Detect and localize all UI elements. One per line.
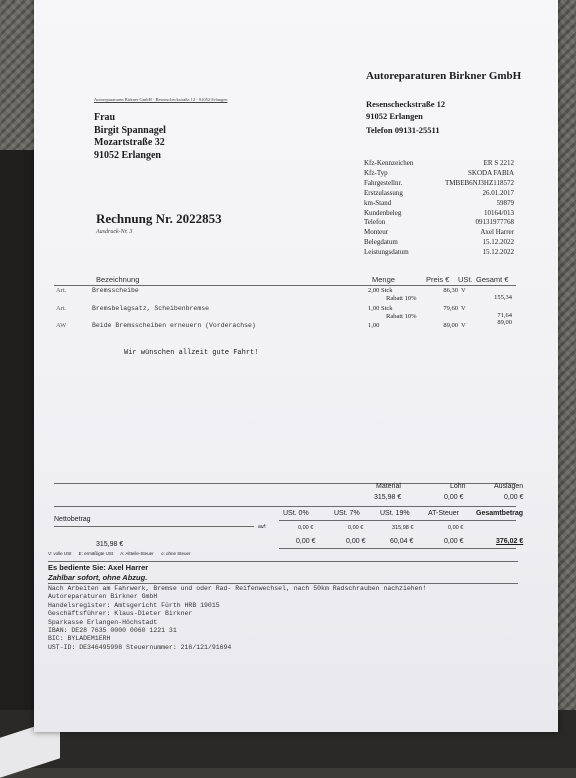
- item-total-after-discount: 155,34: [494, 294, 512, 301]
- tax-header-19: USt. 19%: [380, 510, 410, 517]
- header-rule: [54, 285, 516, 286]
- item-description: Bremsscheibe: [92, 287, 139, 294]
- vehicle-row: [364, 159, 514, 169]
- recipient-salutation: Frau: [94, 112, 116, 123]
- tax-base-19: 315,98 €: [392, 525, 414, 531]
- footer-rule: [48, 561, 518, 562]
- col-header-price: Preis €: [426, 275, 450, 284]
- vehicle-label: Fahrgestellnr.: [364, 178, 403, 187]
- tax-amount-19: 60,04 €: [390, 538, 414, 545]
- item-quantity: 1,00: [368, 322, 380, 329]
- vehicle-label: Leistungsdatum: [364, 248, 409, 257]
- company-name: Autoreparaturen Birkner GmbH: [366, 70, 522, 82]
- expenses-value: 0,00 €: [504, 494, 524, 501]
- company-address: [366, 98, 445, 136]
- printout-number: Ausdruck-Nr. 3: [96, 229, 133, 235]
- item-type: AW: [56, 322, 67, 329]
- vehicle-row: [364, 199, 514, 209]
- company-city: 91052 Erlangen: [366, 111, 423, 121]
- footer-line: Handelsregister: Amtsgericht Fürth HRB 19015: [48, 601, 220, 609]
- item-quantity: 2,00 Stck: [368, 287, 393, 294]
- vehicle-row: [364, 189, 514, 199]
- vehicle-label: Erstzulassung: [364, 188, 403, 197]
- legend-item: E: ermäßigte USt: [78, 551, 114, 556]
- item-description: Beide Bremsscheiben erneuern (Vorderachse): [92, 322, 256, 329]
- net-amount-rule: [54, 526, 254, 527]
- recipient-name: Birgit Spannagel: [94, 124, 166, 136]
- invoice-sheet: [34, 0, 558, 732]
- item-price: 86,30: [443, 287, 458, 294]
- item-tax-code: V: [461, 305, 466, 312]
- tax-amount-at: 0,00 €: [444, 538, 464, 545]
- tax-base-at: 0,00 €: [448, 525, 464, 531]
- item-total: 89,00: [497, 319, 512, 326]
- invoice-title: Rechnung Nr. 2022853: [96, 211, 222, 226]
- vehicle-label: Kfz-Typ: [364, 168, 388, 177]
- vehicle-label: km-Stand: [364, 198, 392, 207]
- col-header-description: Bezeichnung: [96, 275, 140, 284]
- tax-header-total: Gesamtbetrag: [476, 510, 524, 517]
- item-type: Art.: [56, 305, 67, 312]
- payment-terms: Zahlbar sofort, ohne Abzug.: [48, 573, 148, 582]
- vehicle-label: Belegdatum: [364, 238, 398, 247]
- tax-base-label: auf:: [258, 524, 267, 530]
- expenses-label: Auslagen: [494, 483, 524, 490]
- material-value: 315,98 €: [374, 494, 402, 501]
- footer-line: BIC: BYLADEM1ERH: [48, 635, 111, 643]
- tax-header-rule: [279, 520, 516, 521]
- footer-line: IBAN: DE28 7635 0000 0060 1221 31: [48, 627, 177, 635]
- item-discount: Rabatt 10%: [386, 295, 417, 302]
- vehicle-value: Axel Harrer: [480, 228, 514, 237]
- vehicle-value: 09131977768: [475, 218, 514, 227]
- item-price: 89,00: [443, 322, 458, 329]
- vehicle-value: TMBEB6NJ3HZ118572: [445, 178, 514, 187]
- material-label: Material: [376, 483, 401, 490]
- tax-amount-0: 0,00 €: [296, 538, 316, 545]
- greeting-text: Wir wünschen allzeit gute Fahrt!: [124, 349, 259, 357]
- footer-line: UST-ID: DE346495998 Steuernummer: 216/121/91694: [48, 643, 232, 651]
- net-amount-label: Nettobetrag: [54, 516, 91, 523]
- vehicle-row: [364, 209, 514, 219]
- vehicle-value: 26.01.2017: [482, 188, 514, 197]
- footer-line: Geschäftsführer: Klaus-Dieter Birkner: [48, 610, 193, 618]
- recipient-address: [94, 112, 166, 162]
- vehicle-label: Telefon: [364, 218, 386, 227]
- recipient-city: 91052 Erlangen: [94, 149, 161, 161]
- vehicle-value: 15.12.2022: [482, 238, 514, 247]
- vehicle-value: 10164/013: [484, 208, 514, 217]
- vehicle-row: [364, 179, 514, 189]
- net-amount-value: 315,98 €: [96, 541, 124, 548]
- item-type: Art.: [56, 287, 67, 294]
- vehicle-label: Kundenbeleg: [364, 208, 402, 217]
- legend-item: o: ohne Steuer: [160, 551, 191, 556]
- tax-base-0: 0,00 €: [298, 525, 314, 531]
- tax-base-7: 0,00 €: [348, 525, 364, 531]
- line-item: [56, 319, 516, 342]
- col-header-quantity: Menge: [372, 275, 395, 284]
- tax-header-0: USt. 0%: [283, 510, 309, 517]
- footer-line: Sparkasse Erlangen-Höchstadt: [48, 618, 158, 626]
- vehicle-value: 15.12.2022: [482, 248, 514, 257]
- grand-total: 376,02 €: [496, 538, 524, 545]
- vehicle-row: [364, 218, 514, 228]
- vehicle-value: 59879: [496, 198, 514, 207]
- item-tax-code: V: [461, 287, 466, 294]
- item-total-after-discount: 71,64: [497, 312, 512, 319]
- tax-header-at: AT-Steuer: [428, 510, 459, 517]
- footer-notes: [48, 585, 426, 652]
- item-discount: Rabatt 10%: [386, 313, 417, 320]
- company-phone: Telefon 09131-25511: [366, 125, 440, 135]
- col-header-tax: USt.: [458, 275, 473, 284]
- vehicle-label: Monteur: [364, 228, 389, 237]
- vehicle-row: [364, 238, 514, 248]
- vehicle-row: [364, 228, 514, 238]
- vehicle-row: [364, 169, 514, 179]
- summary-rule-bottom: [54, 506, 516, 507]
- item-price: 79,60: [443, 305, 458, 312]
- sender-return-line: Autoreparaturen Birkner GmbH · Resenscheckstraße 12 · 91052 Erlangen: [94, 97, 228, 102]
- vehicle-value: ER S 2212: [483, 159, 514, 167]
- vehicle-info: [364, 159, 514, 258]
- tax-amount-7: 0,00 €: [346, 538, 366, 545]
- footer-line: Autoreparaturen Birkner GmbH: [48, 593, 158, 601]
- vehicle-label: Kfz-Kennzeichen: [364, 159, 414, 167]
- company-street: Resenscheckstraße 12: [366, 99, 446, 109]
- vehicle-value: SKODA FABIA: [468, 168, 514, 177]
- labor-label: Lohn: [450, 483, 466, 490]
- served-by: Es bediente Sie: Axel Harrer: [48, 563, 149, 572]
- tax-bottom-rule: [279, 548, 516, 549]
- vehicle-row: [364, 248, 514, 258]
- tax-code-legend: [48, 551, 196, 556]
- tax-header-7: USt. 7%: [334, 510, 360, 517]
- legend-item: V: volle USt: [48, 551, 72, 556]
- item-description: Bremsbelagsatz, Scheibenbremse: [92, 305, 210, 312]
- recipient-street: Mozartstraße 32: [94, 137, 165, 148]
- line-item: [56, 287, 516, 307]
- labor-value: 0,00 €: [444, 494, 464, 501]
- summary-rule-top: [54, 483, 516, 484]
- footer-line: Nach Arbeiten am Fahrwerk, Bremse und oder Rad- Reifenwechsel, nach 50km Radschrauben nachziehen!: [48, 585, 427, 592]
- footer-rule-2: [48, 583, 518, 584]
- item-tax-code: V: [461, 322, 466, 329]
- col-header-total: Gesamt €: [476, 275, 509, 284]
- item-quantity: 1,00 Stck: [368, 305, 393, 312]
- legend-item: A: Altteile-Steuer: [120, 551, 154, 556]
